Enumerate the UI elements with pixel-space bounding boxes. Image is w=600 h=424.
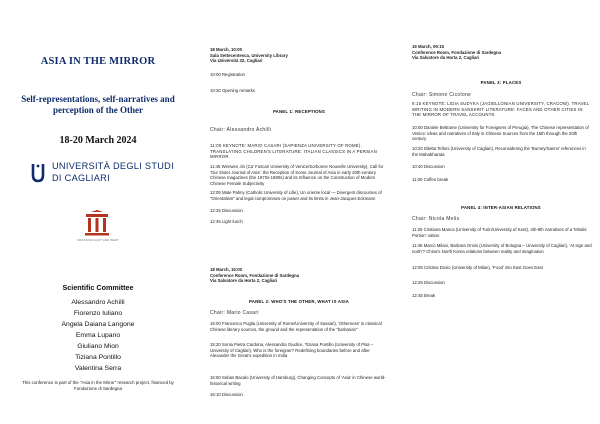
programme-entry: 11:45 Marco Milani, Barbara Onnis (University of Bologna – University of Cagliari), 'At sign and north'? China's North Korea relations between reality and imagination <box>412 243 592 254</box>
committee-list <box>0 297 196 374</box>
programme-entry: 11:45 Wenwen Jin (Ca' Foscari University of Venice/Sorbonne Nouvelle University), Call for 'Our Sister Journal of Asia': the Reception of Some Journal of Asia in early 20th-century Chinese magazines (the 1970s-1980s) and its Influence on the Construction of Modern Chinese Female Subjectivity <box>210 164 384 186</box>
panel-heading: PANEL 3: PLACES <box>480 80 522 85</box>
panel-chair: Chair: Alessandro Achilli <box>210 127 272 133</box>
committee-member: Fiorenzo Iuliano <box>73 310 123 317</box>
university-name-line1: UNIVERSITÀ DEGLI STUDI <box>52 161 174 171</box>
programme-entry: 12:45 Light lunch <box>210 219 243 224</box>
committee-member: Valentina Serra <box>74 365 122 372</box>
panel-chair: Chair: Simone Cicolone <box>412 92 472 98</box>
panel-chair: Chair: Nicola Melis <box>412 216 460 222</box>
conference-dates: 18-20 March 2024 <box>59 135 137 146</box>
session-header <box>210 47 390 64</box>
conference-title: ASIA IN THE MIRROR <box>40 56 156 67</box>
session-address: Via Università 32, Cagliari <box>210 58 263 64</box>
programme-entry: 9:15 KEYNOTE: LIDIA SUDYKA (JAGIELLONIAN UNIVERSITY, CRACOW), TRAVEL WRITING IN MODERN SANSKRIT LITERATURE: FACES AND OTHER CITIES IN THE MIRROR OF TRAVEL ACCOUNTS <box>412 101 590 118</box>
programme-entry: 12:25 Discussion <box>412 280 445 285</box>
programme-entry: 15:50 Sebas Bacalo (University of Hamburg), Changing Concepts of 'Asia' in Chinese world-historical writing <box>210 375 386 386</box>
conference-subtitle: Self-representations, self-narratives and perception of the Other <box>21 94 175 115</box>
session-header <box>412 44 592 61</box>
university-name-line2: DI CAGLIARI <box>52 173 110 183</box>
programme-entry: 11:00 Coffee break <box>412 177 449 182</box>
day-one-column <box>200 0 398 424</box>
session-date: 18 March, 15:00 <box>210 267 243 272</box>
programme-entry: 10:00 Daniele Beltrame (University for Foreigners of Perugia), The Chinese representation of Venice: ideas and narratives of Italy in Chinese Sources from the 15th through the 20th century <box>412 125 589 142</box>
committee-member: Emma Lupano <box>75 332 121 339</box>
session-date: 18 March, 10:00 <box>210 47 243 52</box>
programme-entry: 12:25 Discussion <box>210 208 243 213</box>
session-address: Via Salvatore da Horta 2, Cagliari <box>412 55 480 61</box>
programme-entry: 10:00 Registration <box>210 72 245 77</box>
funding-note: This conference is part of the "Asia in the Mirror" research project, financed by Fondazione di Sardegna <box>22 380 174 391</box>
programme-entry: 15:00 Francesco Puglia (University of Rome/University of Sassari), 'Otherness' in classical Chinese literary sources, the ground and the representation of the "barbarian" <box>210 321 382 332</box>
session-header <box>210 267 390 284</box>
cover-column <box>0 0 196 424</box>
committee-heading: Scientific Committee <box>62 283 134 292</box>
project-logo-icon <box>82 210 112 238</box>
programme-entry: 10:30 Opening remarks <box>210 88 255 93</box>
session-venue: Conference Room, Fondazione di Sardegna <box>412 49 502 55</box>
committee-member: Alessandro Achilli <box>71 299 125 306</box>
project-logo-caption: CROSSING EAST AND WEST <box>76 239 120 242</box>
university-logo-icon <box>30 162 46 184</box>
programme-entry: 12:05 Mate Palmy (Catholic University of Lille), Un oriente local — Divergent discourses of "Orientalism" and legal compromises on power and its limits in Jean-Jacques Eckmann <box>210 190 382 201</box>
day-two-column <box>402 0 600 424</box>
panel-heading: PANEL 2: WHO'S THE OTHER, WHAT IS ASIA <box>249 299 349 304</box>
programme-entry: 12:45 Break <box>412 293 436 298</box>
panel-chair: Chair: Mario Casari <box>210 310 259 316</box>
programme-entry: 16:10 Discussion <box>210 392 243 397</box>
programme-entry: 11:25 Cristiana Manca (University of Turin/University of Kent), 4th-9th narratives of a 'Miralis Portion' nation <box>412 227 587 238</box>
programme-entry: 10:20 Diletta Telloni (University of Cagliari), Reconsidering the 'Burney/Sanmi' references in the Mahabharata <box>412 146 586 157</box>
programme-entry: 15:20 Sonia Pietra Cardona, Alessandra Giudice, Tiziana Pontillo (University of Pisa – University of Cagliari), Who is the foreigner? Redefining boundaries before and after Alexander the Great's expedition in India <box>210 342 374 359</box>
programme-entry: 11:00 KEYNOTE: MARIO CASARI (SAPIENZA UNIVERSITY OF ROME), TRANSLATING CHILDREN'S LITERATURE: ITALIAN CLASSICS IN A PERSIAN MIRROR <box>210 143 377 160</box>
session-date: 19 March, 09:15 <box>412 44 445 49</box>
panel-heading: PANEL 4: INTER-ASIAN RELATIONS <box>461 205 541 210</box>
session-address: Via Salvatore da Horta 2, Cagliari <box>210 278 278 284</box>
committee-member: Angela Daiana Langone <box>61 321 135 328</box>
session-venue: Sala Settecentesca, University Library <box>210 52 288 58</box>
programme-entry: 12:05 Cristina Dosio (University of Milan), 'Food' into East Goes East <box>412 265 543 270</box>
committee-member: Tiziana Pontillo <box>75 354 121 361</box>
programme-entry: 10:40 Discussion <box>412 164 445 169</box>
session-venue: Conference Room, Fondazione di Sardegna <box>210 272 300 278</box>
panel-heading: PANEL 1: RECEPTIONS <box>272 109 326 114</box>
committee-member: Giuliano Mion <box>77 343 119 350</box>
